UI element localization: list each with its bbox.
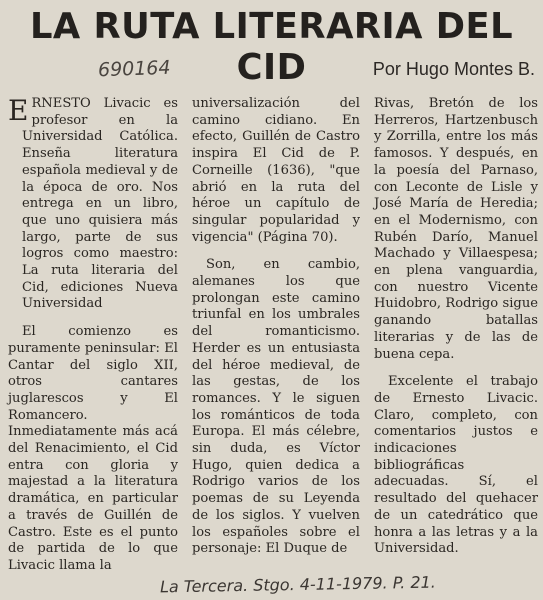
handwritten-source-note: La Tercera. Stgo. 4-11-1979. P. 21.	[159, 572, 436, 597]
column-3	[374, 96, 538, 569]
article-byline: Por Hugo Montes B.	[372, 59, 535, 79]
drop-cap: E	[8, 94, 29, 127]
article-title: LA RUTA LITERARIA DEL CID	[29, 6, 514, 88]
paragraph-text: RNESTO Livacic es profesor en la Universidad Católica. Enseña literatura española medieval y de la época de oro. Nos entrega en un libro, que uno quisiera más largo, parte de sus logros como maestro: La ruta literaria del Cid, ediciones Nueva Universidad	[22, 96, 178, 312]
paragraph: Excelente el trabajo de Ernesto Livacic. Claro, completo, con comentarios justos e indicaciones bibliográficas adecuadas. Sí, el resultado del quehacer de un catedrático que honra a las letras y a la Universidad.	[374, 374, 538, 557]
paragraph: Son, en cambio, alemanes los que prolongan este camino triunfal en los umbrales del romanticismo. Herder es un entusiasta del héroe medieval, de las gestas, de los romances. Y le siguen los románticos de toda Europa. El más célebre, sin duda, es Víctor Hugo, quien dedica a Rodrigo varios de los poemas de su Leyenda de los siglos. Y vuelven los españoles sobre el personaje: El Duque de	[192, 257, 360, 557]
handwritten-code: 690164	[97, 56, 171, 82]
paragraph: Rivas, Bretón de los Herreros, Hartzenbusch y Zorrilla, entre los más famosos. Y después, en la poesía del Parnaso, con Leconte de Lisle y José María de Heredia; en el Modernismo, con Rubén Darío, Manuel Machado y Villaespesa; en plena vanguardia, con nuestro Vicente Huidobro, Rodrigo sigue ganando batallas literarias y de las de buena cepa.	[374, 96, 538, 362]
paragraph: universalización del camino cidiano. En efecto, Guillén de Castro inspira El Cid de P. Corneille (1636), "que abrió en la ruta del héroe un capítulo de singular popularidad y vigencia" (Página 70).	[192, 96, 360, 245]
paragraph: El comienzo es puramente peninsular: El Cantar del siglo XII, otros cantares juglarescos y El Romancero. Inmediatamente más acá del Renacimiento, el Cid entra con gloria y majestad a la literatura dramática, en particular a través de Guillén de Castro. Este es el punto de partida de lo que Livacic llama la	[8, 324, 178, 573]
column-1	[8, 96, 178, 586]
column-2	[192, 96, 360, 569]
paragraph	[8, 96, 178, 313]
